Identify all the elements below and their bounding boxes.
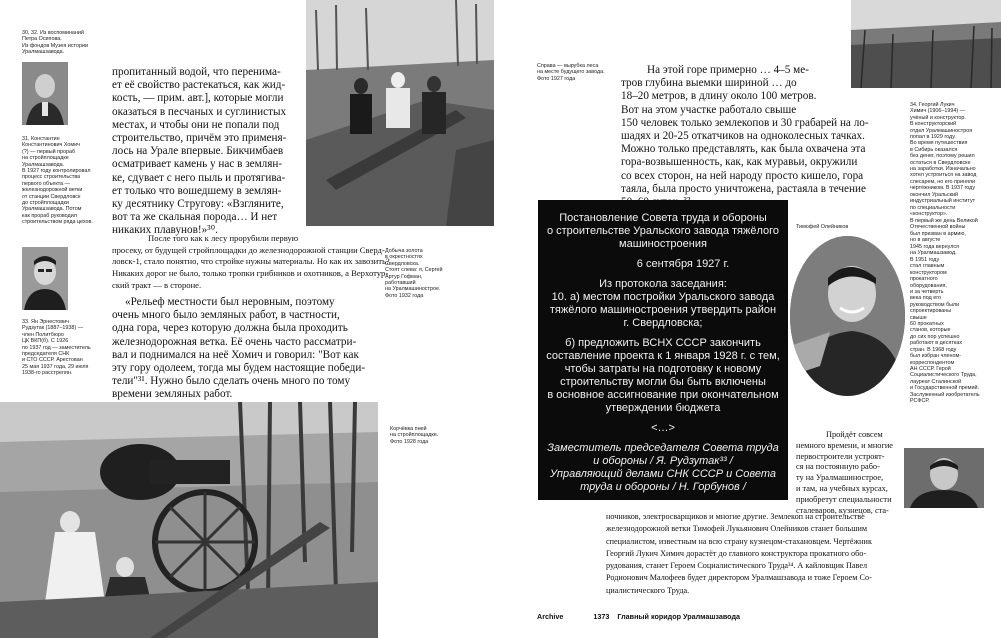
caption-khimich-war [910, 218, 1000, 256]
right-paragraph-3 [606, 511, 906, 597]
caption-khimich-career-line: прокатного [910, 276, 938, 283]
decree-item-b [538, 337, 788, 415]
caption-khimich-line: в Сибирь оказался [910, 146, 958, 153]
caption-khimich-career [910, 257, 1000, 404]
left-paragraph-1-line: ет только что вошедшему в землян- [112, 184, 282, 197]
caption-khimich-career-line: и за четверть [910, 289, 944, 296]
caption-khimich-career-line: свыше [910, 314, 927, 321]
decree-box [538, 200, 788, 500]
caption-khimich-career-line: 60 прокатных [910, 321, 944, 328]
decree-title-line: Постановление Совета труда и обороны [559, 212, 767, 224]
caption-khimich-career-line: стран. В 1968 году [910, 346, 957, 353]
caption-khimich-career-line: Социалистического Труда, [910, 372, 977, 379]
caption-khomich-line: от станции Свердловск [22, 193, 81, 200]
khimich-portrait-photo [904, 448, 984, 508]
caption-khomich-line: 31. Константин [22, 136, 60, 142]
caption-gold-mining-line: в окрестностях [385, 254, 423, 261]
caption-khimich-career-line: работают в десятках [910, 340, 963, 347]
caption-khimich-career-line: оборудования, [910, 282, 947, 289]
left-paragraph-1-line: ет её свойство растекаться, как жид- [112, 79, 286, 92]
decree-title [538, 212, 788, 251]
caption-memoirs-line: Из фондов Музея истории [22, 42, 88, 49]
right-paragraph-1: На этой горе примерно … 4–5 ме- тров глубина выемки шириной … до 18–20 метров, в длину около 100 метров. Вот на этом участке работало свыше 150 человек только землекопов и 30 грабарей на ло- шадях и 20-25 откатчиков на одноколесных тачках. Можно только представлять, как была охвачена эта гора-возвышенность, как, как муравьи, окружили со всех сторон, на ней народу просто кишело, гора таяла, была просто уничтожена, растаяла в течение [621, 64, 869, 195]
decree-protocol-line: Из протокола заседания: [599, 278, 727, 290]
right-paragraph-3-line: Родионович Малофеев будет директором Уралмашзавода и тоже Героем Со- [606, 573, 872, 583]
caption-khomich-line: процесс строительства [22, 174, 81, 181]
footer-section: Archive [537, 612, 564, 621]
caption-khimich-career-line: корреспондентом [910, 359, 955, 366]
caption-memoirs-line: 30, 32. Из воспоминаний [22, 30, 84, 36]
decree-date: 6 сентября 1927 г. [636, 258, 730, 270]
caption-khomich-line: первого объекта — [22, 180, 71, 187]
decree-signatures-line: и обороны / Я. Рудзутак³³ / [593, 455, 733, 467]
decree-item-b-line: составление проекта к 1 января 1928 г. с тем, [546, 350, 780, 362]
caption-rudzutak-line: ЦК ВКП(б). С 1926 [22, 338, 69, 345]
caption-khimich-career-line: века под его [910, 295, 942, 302]
caption-rudzutak-line: Рудзутак (1887–1938) — [22, 325, 84, 332]
caption-khimich-career-line: был избран членом- [910, 353, 962, 360]
caption-korchevka-line: Корчёвка пней [390, 426, 427, 432]
left-paragraph-1-line: ке, сдувает с него пыль и протягива- [112, 171, 286, 184]
footer-page-number: 1373 [593, 612, 610, 621]
footer-title: Главный коридор Уралмашзавода [617, 612, 741, 621]
oleynikov-portrait-photo [790, 236, 905, 396]
decree-protocol-line: тяжёлого машиностроения утвердить район [549, 304, 777, 316]
caption-khomich-line: Константинович Хомич [22, 142, 80, 149]
left-paragraph-1-line: местах, и чтобы они не попали под [112, 118, 280, 131]
portrait-rudzutak-photo [22, 247, 68, 310]
caption-memoirs [22, 30, 102, 56]
caption-khomich-line: как прораб руководил [22, 212, 77, 219]
caption-khimich-career-line: лауреат Сталинской [910, 378, 962, 385]
right-paragraph-3-line: циалистического Труда. [606, 585, 690, 595]
left-paragraph-1-line: осматривает камень у нас в землян- [112, 158, 283, 171]
caption-khomich-line: Уралмашзавода. [22, 161, 65, 168]
caption-khimich-war-line: был призван в армию, [910, 230, 966, 237]
caption-gold-mining-line: Стоят слева: я, Сергей [385, 267, 443, 274]
caption-khimich-war-line: 1945 года вернулся [910, 243, 959, 250]
caption-rudzutak-line: 33. Ян Эрнестович [22, 319, 69, 325]
caption-khimich-career-line: АН СССР. Герой [910, 365, 951, 372]
right-paragraph-2: Пройдёт совсем немного времени, и многие первостроители устроят- ся на постоянную рабо- ту на Уралмашинострое, и там, на учебных курсах, приобретут специальности сталеваров, кузнецов, ста- [796, 430, 893, 515]
decree-item-b-line: строительству могли бы быть включены [560, 376, 766, 388]
left-paragraph-1-line: вот та же скальная порода… И нет [112, 211, 278, 224]
caption-khimich-line: учёный и конструктор. [910, 114, 966, 121]
caption-khimich-line: хотел устроиться на завод [910, 172, 977, 179]
footer [537, 612, 740, 621]
decree-signatures-line: труда и обороны / Н. Горбунов / [580, 481, 746, 493]
decree-protocol [538, 278, 788, 330]
right-paragraph-3-line: Георгий Лукич Химич дорастёт до главного конструктора прокатного обо- [606, 548, 867, 558]
caption-khimich-line: 34. Георгий Лукич [910, 102, 955, 108]
caption-rudzutak-line: 1938-го расстрелян. [22, 370, 73, 377]
caption-khomich-line: Уралмашзавода. Потом [22, 206, 82, 213]
right-paragraph-3-line: рудования, станет Героем Социалистического Труда³⁴. А кайловщик Павел [606, 561, 868, 571]
left-paragraph-2: После того как к лесу прорубили первую просеку, от будущей стройплощадки до железнодорожной станции Сверд- ловск-1, стало понятно, что стройке нужны материалы. Но как их завозить? Никаких дорог не было, только тропки грибников и охотников, а Верхотур- ский тракт — в стороне. [112, 233, 390, 290]
caption-korchevka [390, 426, 470, 445]
decree-title-line: машиностроения [619, 238, 707, 250]
left-paragraph-1-line: строительство, причём это применя- [112, 132, 287, 145]
caption-khimich-career-line: до сих пор успешно [910, 333, 960, 340]
caption-khimich-line: по специальности [910, 204, 956, 211]
caption-korchevka-line: на стройплощадке. [390, 432, 439, 439]
caption-khimich-line: отдел Уралмашиностроя [910, 127, 973, 134]
decree-protocol-line: 10. а) местом постройки Уральского завода [551, 291, 775, 303]
decree-signatures [538, 442, 788, 494]
left-paragraph-1 [112, 66, 302, 238]
caption-khimich-line: Химич (1906–1994) — [910, 108, 966, 115]
decree-item-b-line: утверждении бюджета [605, 402, 721, 414]
caption-forest-clearing-line: Фото 1927 года [537, 75, 576, 82]
caption-khomich-line: В 1927 году контролировал [22, 168, 91, 175]
caption-khimich-line: «конструктор». [910, 210, 948, 217]
caption-korchevka-line: Фото 1928 года [390, 438, 429, 445]
caption-gold-mining-line: на Уралмашинострое. [385, 286, 441, 293]
caption-gold-mining-line: Добыча золота [385, 248, 423, 254]
caption-khimich-war-line: на Уралмашзавод. [910, 250, 957, 257]
caption-khimich [910, 102, 1000, 217]
caption-gold-mining-line: Фото 1932 года [385, 292, 424, 299]
caption-khimich-career-line: и Государственной премий. [910, 385, 979, 392]
right-paragraph-3-line: специалистом, известным на всю страну кузнецом-стахановцем. Чертёжник [606, 536, 872, 546]
caption-khimich-career-line: конструктором [910, 269, 947, 276]
caption-khimich-career-line: В 1951 году [910, 257, 940, 263]
caption-rudzutak-line: 25 мая 1937 года, 29 июля [22, 363, 89, 370]
left-paragraph-3: «Рельеф местности был неровным, поэтому очень много было земляных работ, в частности, одна гора, через которую должна была проходить железнодорожная ветка. Её очень часто рассматри- вал и поднимался на неё Хомич и говорил: "Вот как эту гору одолеем, тогда мы будем настоящие победи- тели"³¹. Нужно было сделать очень много по тому времени земляных работ. [112, 296, 366, 401]
caption-khomich [22, 136, 104, 226]
caption-khomich-line: строительством ряда цехов. [22, 219, 93, 226]
decree-item-b-line: б) предложить ВСНХ СССР закончить [565, 337, 761, 349]
caption-khimich-line: на заработки. Изначально [910, 166, 976, 173]
caption-khimich-war-line: В первый же день Великой [910, 218, 978, 224]
left-paragraph-1-line: лось на Урале впервые. Бикчимбаев [112, 145, 284, 158]
portrait-khomich-photo [22, 62, 68, 125]
caption-khimich-war-line: но в августе [910, 237, 941, 244]
caption-rudzutak-line: член Политбюро [22, 331, 64, 338]
caption-khimich-line: индустриальный институт [910, 198, 976, 205]
left-paragraph-1-line: оказаться в песчаных и суглинистых [112, 105, 287, 118]
caption-memoirs-line: Петра Осипова. [22, 36, 62, 43]
caption-memoirs-line: Уралмашзавода. [22, 49, 65, 56]
caption-khimich-career-line: спроектированы [910, 308, 952, 315]
caption-rudzutak-line: и СТО СССР. Арестован [22, 357, 83, 364]
caption-forest-clearing-line: Справа — вырубка леса [537, 63, 599, 69]
caption-khimich-career-line: РСФСР. [910, 397, 930, 404]
left-paragraph-1-line: кость, — прим. авт.], которые могли [112, 92, 284, 105]
caption-gold-mining-line: Свердловска. [385, 260, 420, 267]
caption-khimich-line: чертёжником. В 1937 году [910, 185, 976, 192]
caption-gold-mining-line: работавший [385, 280, 416, 287]
caption-forest-clearing-line: на месте будущего завода. [537, 69, 605, 76]
caption-khimich-war-line: Отечественной войны [910, 224, 966, 231]
caption-rudzutak-line: председателя СНК [22, 351, 70, 358]
decree-item-b-line: в основное ассигнование при окончательном [547, 389, 779, 401]
decree-ellipsis: <…> [651, 422, 675, 434]
caption-khomich-line: железнодорожной ветки [22, 187, 83, 194]
left-paragraph-1-line: пропитанный водой, что перенима- [112, 66, 281, 78]
caption-khimich-line: слесарем, но его приняли [910, 178, 976, 185]
caption-khomich-line: на стройплощадке [22, 155, 69, 162]
caption-khimich-line: без денег, поэтому решил [910, 153, 975, 160]
caption-khimich-line: Во время путешествия [910, 140, 968, 147]
caption-khomich-line: (?) — первый прораб [22, 148, 76, 155]
caption-rudzutak [22, 319, 104, 377]
left-paragraph-1-line: никаких плавунов!»³⁰. [112, 224, 218, 237]
caption-khimich-career-line: станов, которые [910, 327, 951, 334]
caption-gold-mining-line: Артур Гофман, [385, 273, 423, 280]
oleynikov-label: Тимофей Олейников [796, 224, 849, 230]
left-paragraph-1-line: ку десятнику Стругову: «Взгляните, [112, 198, 284, 211]
decree-item-b-line: чтобы затраты на подготовку к новому [564, 363, 762, 375]
caption-rudzutak-line: по 1937 год — заместитель [22, 344, 91, 351]
right-paragraph-3-line: железнодорожной ветки Тимофей Лукьянович Олейников станет большим [606, 524, 868, 534]
forest-clearing-photo [851, 0, 1001, 88]
caption-khimich-line: окончил Уральский [910, 191, 959, 198]
caption-gold-mining [385, 248, 465, 299]
decree-signatures-line: Заместитель председателя Совета труда [547, 442, 779, 454]
right-paragraph-3-line: ночников, электросварщиков и многие другие. Землекоп на строительстве [606, 512, 865, 521]
caption-khimich-career-line: руководством были [910, 301, 960, 308]
gold-mining-photo [306, 0, 494, 226]
decree-protocol-line: г. Свердловска; [623, 317, 703, 329]
caption-khimich-line: В конструкторский [910, 121, 957, 128]
caption-forest-clearing [537, 63, 617, 82]
decree-title-line: о строительстве Уральского завода тяжёлого [546, 225, 780, 237]
stump-clearing-photo [0, 402, 378, 638]
caption-khimich-career-line: Заслуженный изобретатель [910, 391, 980, 398]
caption-khimich-line: попал в 1929 году. [910, 134, 956, 141]
caption-khimich-career-line: стал главным [910, 263, 945, 270]
caption-khimich-line: остаться в Свердловске [910, 159, 971, 166]
caption-khomich-line: до стройплощадки [22, 200, 69, 207]
decree-signatures-line: Управляющий делами СНК СССР и Совета [550, 468, 776, 480]
